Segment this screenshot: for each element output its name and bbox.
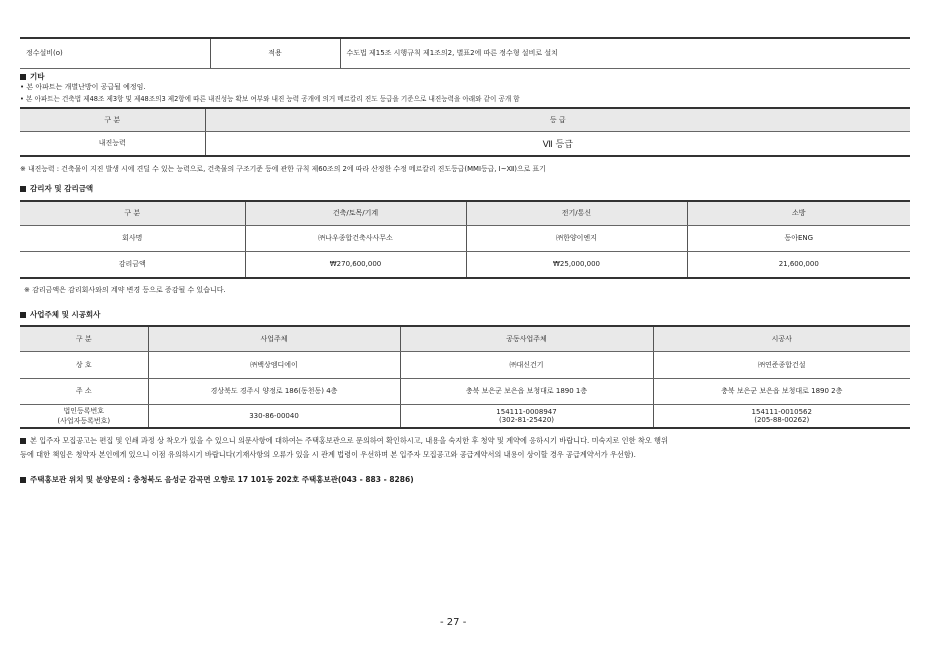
seismic-note: ※ 내진능력 : 건축물이 지진 발생 시에 견딜 수 있는 능력으로, 건축물의 구조기준 등에 관한 규칙 제60조의 2에 따라 산정한 수정 메르칼리 진도등급(MMI등급, Ⅰ~Ⅻ)으로 표기: [20, 165, 546, 173]
etc-bullet-1: • 본 아파트는 개별난방이 공급될 예정임.: [20, 83, 146, 91]
notice-line-2: 등에 대한 책임은 청약자 본인에게 있으니 이점 유의하시기 바랍니다(기재사항의 오류가 있을 시 관계 법령이 우선하며 본 입주자 모집공고와 공급계약서의 내용이 상이할 경우 공급계약서가 우선함).: [20, 450, 636, 459]
square-bullet-icon: [20, 477, 26, 483]
table-row: [20, 225, 910, 251]
water-mode: 적용: [210, 38, 340, 68]
builders-cell: 충북 보은군 보은읍 보청대로 1890 1층: [400, 378, 653, 404]
builders-header-category: 구 분: [20, 326, 148, 351]
builders-cell: ㈜연준종합건설: [653, 351, 910, 378]
water-desc: 수도법 제15조 시행규칙 제1조의2, 별표2에 따른 정수형 설비로 설치: [340, 38, 910, 68]
water-table: [20, 37, 910, 69]
builders-multiline-cell: 154111-0010562 (205-88-00262): [653, 404, 910, 428]
supervisor-cell: 동아ENG: [687, 225, 910, 251]
builders-cell: 상 호: [20, 351, 148, 378]
supervisor-cell: 21,600,000: [687, 251, 910, 278]
supervisor-cell: ㈜한양이엔지: [466, 225, 687, 251]
supervisor-header-architecture: 건축/토목/기계: [245, 201, 466, 225]
table-row: [20, 378, 910, 404]
table-row: [20, 404, 910, 428]
seismic-header-category: 구 분: [20, 108, 205, 131]
seismic-table: [20, 107, 910, 157]
seismic-row-label: 내진능력: [20, 131, 205, 156]
supervisor-cell: 감리금액: [20, 251, 245, 278]
builders-cell: ㈜백상엠디에이: [148, 351, 400, 378]
square-bullet-icon: [20, 438, 26, 444]
builders-header-developer: 사업주체: [148, 326, 400, 351]
builders-cell: 330-86-00040: [148, 404, 400, 428]
supervisor-table: [20, 200, 910, 279]
seismic-row-grade: Ⅶ 등급: [205, 131, 910, 156]
water-label: 정수설비(o): [20, 38, 210, 68]
seismic-header-grade: 등 급: [205, 108, 910, 131]
supervisor-cell: ₩270,600,000: [245, 251, 466, 278]
supervisor-note: ※ 감리금액은 감리회사와의 계약 변경 등으로 증감될 수 있습니다.: [24, 286, 226, 294]
builders-cell: 경상북도 경주시 양정로 186(동천동) 4층: [148, 378, 400, 404]
table-row: [20, 251, 910, 278]
supervisor-cell: ㈜나우종합건축사사무소: [245, 225, 466, 251]
square-bullet-icon: [20, 312, 26, 318]
supervisor-cell: ₩25,000,000: [466, 251, 687, 278]
square-bullet-icon: [20, 74, 26, 80]
builders-header-co-developer: 공동사업주체: [400, 326, 653, 351]
page-number: - 27 -: [440, 617, 467, 628]
builders-multiline-cell: 154111-0008947 (302-81-25420): [400, 404, 653, 428]
builders-multiline-cell: 법인등록번호 (사업자등록번호): [20, 404, 148, 428]
etc-heading: 기타: [20, 71, 45, 82]
supervisor-header-fire: 소방: [687, 201, 910, 225]
table-row: [20, 351, 910, 378]
notice-line-1: 본 입주자 모집공고는 편집 및 인쇄 과정 상 착오가 있을 수 있으니 의문사항에 대하여는 주택홍보관으로 문의하여 확인하시고, 내용을 숙지한 후 청약 및 계약에 응하시기 바랍니다. 미숙지로 인한 착오 행위: [20, 436, 668, 446]
supervisor-header-electric: 전기/통신: [466, 201, 687, 225]
square-bullet-icon: [20, 186, 26, 192]
supervisor-header-category: 구 분: [20, 201, 245, 225]
builders-header-constructor: 시공사: [653, 326, 910, 351]
builders-table: [20, 325, 910, 429]
builders-cell: 충북 보은군 보은읍 보청대로 1890 2층: [653, 378, 910, 404]
builders-cell: ㈜대신건기: [400, 351, 653, 378]
supervisor-cell: 회사명: [20, 225, 245, 251]
builders-heading: 사업주체 및 시공회사: [20, 309, 100, 320]
contact-info: 주택홍보관 위치 및 분양문의 : 충청북도 음성군 감곡면 오향로 17 101동 202호 주택홍보관(043 - 883 - 8286): [20, 474, 414, 485]
builders-cell: 주 소: [20, 378, 148, 404]
supervisor-heading: 감리자 및 감리금액: [20, 183, 93, 194]
etc-bullet-2: • 본 아파트는 건축법 제48조 제3항 및 제48조의3 제2항에 따른 내진성능 확보 여부와 내진 능력 공개에 의거 메르칼리 진도 등급을 기준으로 내진능력을 아래와 같이 공개 함: [20, 95, 520, 103]
